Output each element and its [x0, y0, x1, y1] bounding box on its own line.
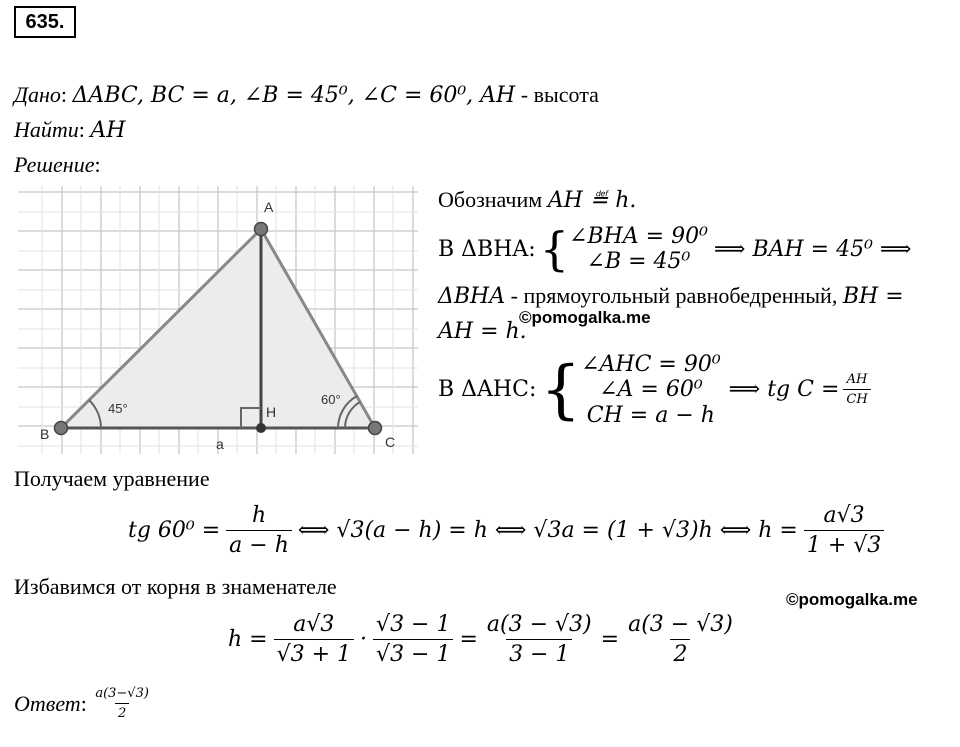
rat-f1-den: √3 + 1 — [274, 639, 354, 667]
bha-conclusion-text: - прямоугольный равнобедренный, — [505, 283, 843, 308]
eq-part2: ⟺ √3(a − h) = h ⟺ √3a = (1 + √3)h ⟺ h = — [297, 518, 798, 543]
find-value: AH — [90, 118, 126, 143]
solution-label-line: Решение: — [14, 152, 101, 177]
answer-fraction — [92, 686, 152, 721]
given-line: Дано: ΔABC, BC = a, ∠B = 45⁰, ∠C = 60⁰, AH - высота — [14, 82, 599, 108]
ahc-result: ⟹ tg C = — [728, 377, 840, 403]
bha-brace: { — [539, 222, 569, 277]
solution-label: Решение — [14, 152, 95, 177]
vertex-c — [369, 422, 382, 435]
ahc-system — [581, 352, 721, 428]
rat-f2-den: √3 − 1 — [373, 639, 453, 667]
eq-frac1 — [226, 503, 292, 558]
given-label: Дано — [14, 82, 61, 107]
eq-frac2-den: 1 + √3 — [804, 530, 884, 558]
designate-expr: AH ≝ h. — [547, 188, 637, 213]
rat-f3 — [484, 612, 595, 667]
ahc-sys-3: CH = a − h — [586, 402, 715, 428]
label-c: C — [385, 434, 396, 450]
watermark-2: ©pomogalka.me — [786, 590, 918, 609]
rat-lhs: h = — [228, 627, 268, 652]
bha-line2 — [438, 318, 527, 344]
rationalize-line — [228, 612, 736, 667]
answer-num: a(3−√3) — [95, 686, 149, 701]
bha-line2-expr: AH = h. — [438, 319, 527, 344]
vertex-a — [255, 223, 268, 236]
bha-sys-2: ∠B = 45⁰ — [586, 249, 691, 275]
bha-system — [569, 224, 708, 275]
ahc-line — [438, 352, 871, 428]
label-b: B — [40, 426, 50, 442]
vertex-b — [55, 422, 68, 435]
eq-frac2 — [804, 503, 884, 558]
ahc-sys-2: ∠A = 60⁰ — [599, 377, 703, 403]
rat-eq2: = — [600, 627, 620, 652]
ahc-fraction — [843, 372, 870, 407]
find-line: Найти: AH — [14, 117, 126, 143]
in-bha-label: В ΔBHA: — [438, 236, 536, 262]
ahc-frac-num: AH — [846, 372, 868, 388]
designate-prefix: Обозначим — [438, 187, 548, 212]
ahc-sys-1: ∠AHC = 90⁰ — [581, 352, 721, 377]
watermark-1: ©pomogalka.me — [519, 308, 651, 327]
label-angle-c: 60° — [321, 392, 341, 407]
problem-number: 635. — [14, 6, 76, 38]
rat-f2 — [373, 612, 453, 667]
rat-f3-num: a(3 − √3) — [486, 612, 592, 637]
rat-f4-den: 2 — [670, 639, 690, 667]
eq-frac1-den: a − h — [226, 530, 292, 558]
bha-sys-1: ∠BHA = 90⁰ — [568, 224, 708, 249]
label-side-a: a — [216, 436, 224, 452]
given-statement: ΔABC, BC = a, ∠B = 45⁰, ∠C = 60⁰, AH — [72, 83, 516, 108]
answer-label: Ответ — [14, 690, 81, 716]
bha-line — [438, 224, 911, 275]
find-label: Найти — [14, 117, 79, 142]
rat-f1-num: a√3 — [293, 612, 335, 637]
rat-f2-num: √3 − 1 — [376, 612, 451, 637]
bha-result: ⟹ BAH = 45⁰ ⟹ — [713, 236, 912, 262]
label-h: H — [266, 404, 277, 420]
eq-lhs: tg 60⁰ = — [128, 518, 221, 543]
rat-f4 — [625, 612, 736, 667]
in-ahc-label: В ΔAHC: — [438, 377, 537, 403]
designate-line — [438, 187, 636, 213]
answer-line: Ответ : $\frac{a(3-√3)}{2}$ — [14, 686, 152, 721]
point-h — [256, 423, 266, 433]
rat-dot: · — [360, 627, 368, 652]
label-angle-b: 45° — [108, 401, 128, 416]
answer-den: 2 — [115, 703, 129, 721]
equation-heading: Получаем уравнение — [14, 466, 210, 491]
ahc-frac-den: CH — [843, 389, 870, 407]
bha-conclusion — [438, 283, 904, 309]
given-suffix: - высота — [515, 82, 599, 107]
eq-frac1-num: h — [251, 503, 267, 528]
eq-frac2-num: a√3 — [823, 503, 865, 528]
rat-eq1: = — [459, 627, 478, 652]
rat-f1 — [274, 612, 354, 667]
rat-f3-den: 3 − 1 — [506, 639, 572, 667]
rationalize-heading: Избавимся от корня в знаменателе — [14, 574, 337, 599]
triangle-figure — [18, 186, 418, 454]
rat-f4-num: a(3 − √3) — [628, 612, 733, 637]
bha-conclusion-end: BH = — [842, 284, 904, 309]
bha-conclusion-start: ΔBHA — [438, 284, 506, 309]
label-a: A — [264, 199, 274, 215]
ahc-brace: { — [540, 352, 582, 427]
equation-line — [128, 503, 884, 558]
